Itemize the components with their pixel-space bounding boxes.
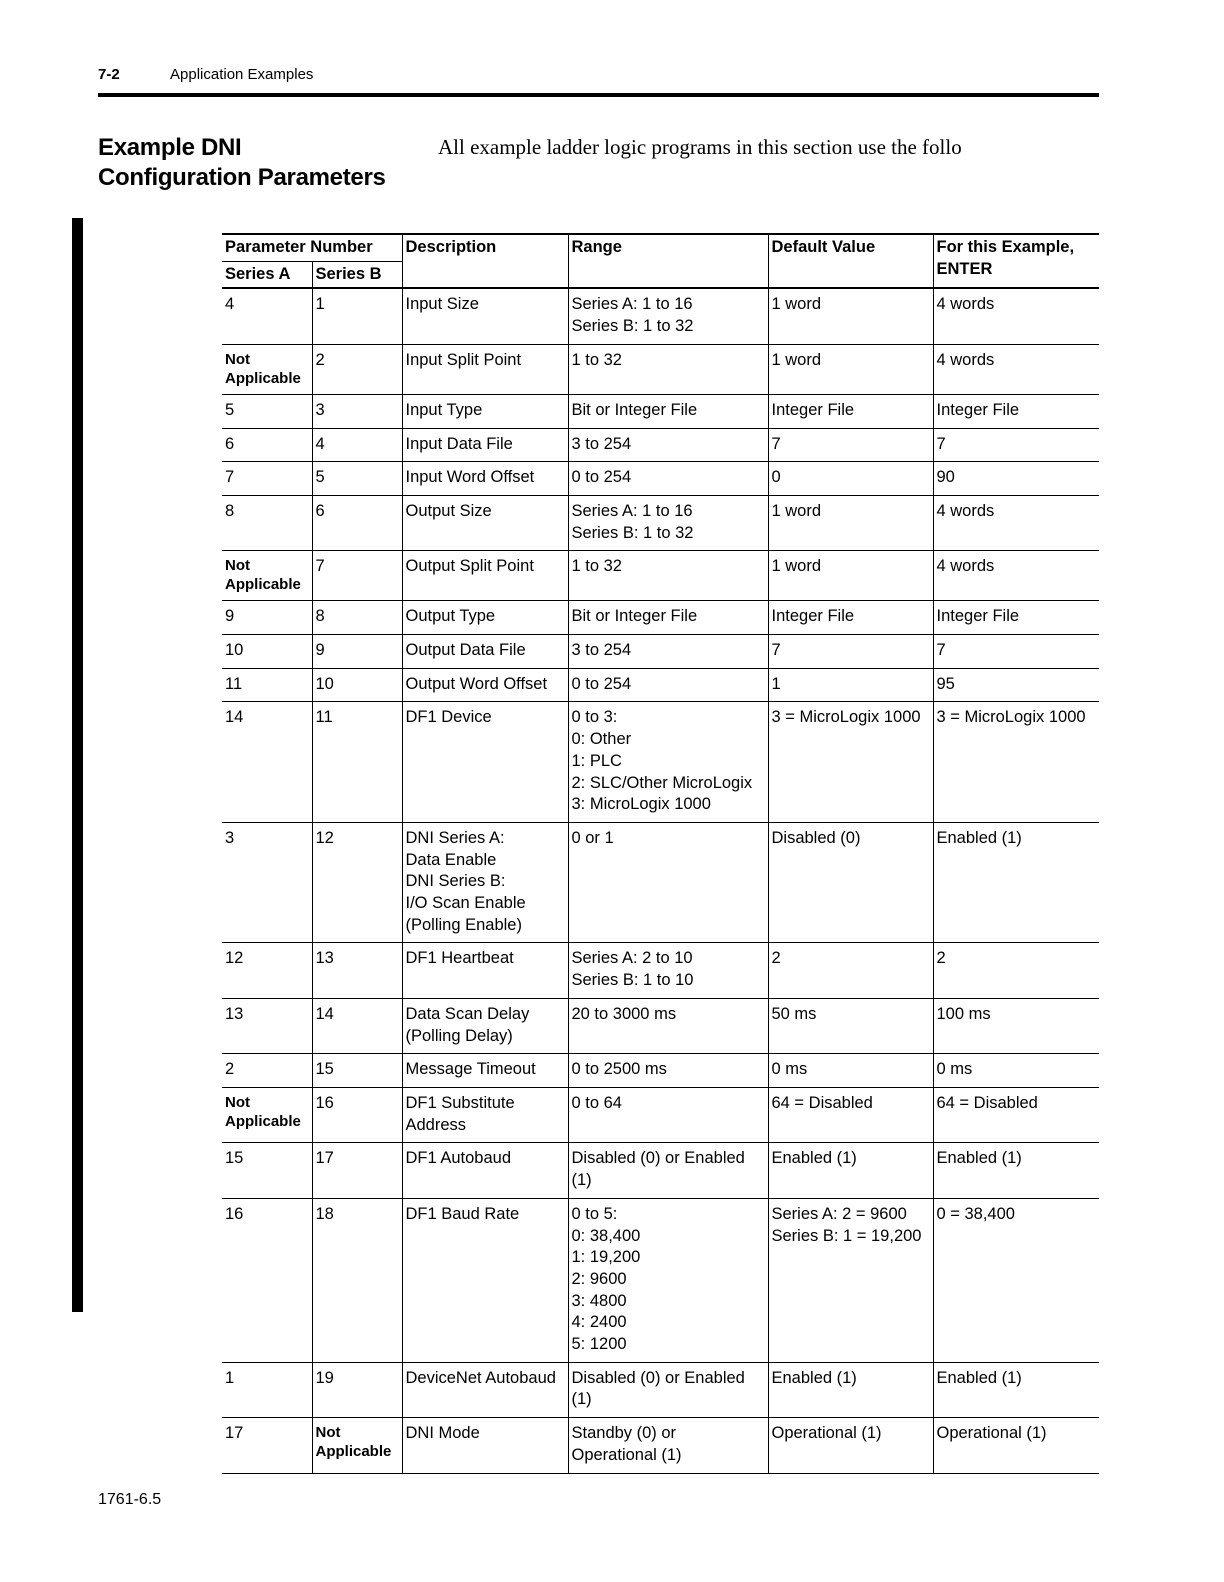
description-cell: DF1 Baud Rate [402,1198,568,1362]
example-value-cell: 4 words [933,288,1099,344]
table-row [222,1054,1099,1088]
series-a-cell: 9 [222,601,312,635]
description-cell: Data Scan Delay (Polling Delay) [402,998,568,1053]
example-value-cell: 0 ms [933,1054,1099,1088]
description-cell: Message Timeout [402,1054,568,1088]
example-value-cell: 4 words [933,551,1099,601]
series-a-cell: 10 [222,635,312,669]
series-b-cell: 6 [312,495,402,550]
chapter-title: Application Examples [170,66,314,83]
range-cell: Bit or Integer File [568,394,768,428]
series-b-cell: Not Applicable [312,1418,402,1473]
table-row [222,668,1099,702]
series-b-cell: 9 [312,635,402,669]
series-b-cell: 19 [312,1362,402,1417]
description-cell: DNI Mode [402,1418,568,1473]
range-cell: 1 to 32 [568,551,768,601]
example-value-cell: 4 words [933,344,1099,394]
example-value-cell: Enabled (1) [933,822,1099,943]
range-cell: 3 to 254 [568,635,768,669]
series-b-cell: 10 [312,668,402,702]
table-row [222,288,1099,344]
table-row [222,551,1099,601]
series-b-cell: 7 [312,551,402,601]
description-cell: Input Type [402,394,568,428]
table-row [222,822,1099,943]
header-series-b: Series B [312,261,402,288]
table-body [222,288,1099,1473]
range-cell: 0 to 254 [568,462,768,496]
table-row [222,428,1099,462]
change-bar [72,218,83,1312]
footer-doc-number: 1761-6.5 [98,1491,162,1508]
description-cell: Input Word Offset [402,462,568,496]
table-row [222,1418,1099,1473]
range-cell: Disabled (0) or Enabled (1) [568,1362,768,1417]
example-value-cell: 7 [933,428,1099,462]
table-row [222,1143,1099,1198]
description-cell: Input Size [402,288,568,344]
example-value-cell: 3 = MicroLogix 1000 [933,702,1099,823]
series-b-cell: 16 [312,1087,402,1142]
table-row [222,394,1099,428]
default-value-cell: 1 word [768,551,933,601]
default-value-cell: Operational (1) [768,1418,933,1473]
default-value-cell: 0 [768,462,933,496]
header-parameter-number: Parameter Number [222,234,402,261]
example-value-cell: 100 ms [933,998,1099,1053]
series-a-cell: 7 [222,462,312,496]
default-value-cell: 2 [768,943,933,998]
series-a-cell: 13 [222,998,312,1053]
example-value-cell: 95 [933,668,1099,702]
default-value-cell: 7 [768,428,933,462]
range-cell: 1 to 32 [568,344,768,394]
default-value-cell: Integer File [768,601,933,635]
description-cell: DeviceNet Autobaud [402,1362,568,1417]
description-cell: DNI Series A: Data Enable DNI Series B: I/O Scan Enable (Polling Enable) [402,822,568,943]
example-value-cell: Integer File [933,394,1099,428]
header-for-this-example: For this Example, ENTER [933,234,1099,288]
description-cell: DF1 Heartbeat [402,943,568,998]
table-row [222,495,1099,550]
example-value-cell: 0 = 38,400 [933,1198,1099,1362]
description-cell: Input Split Point [402,344,568,394]
series-b-cell: 8 [312,601,402,635]
range-cell: Series A: 1 to 16 Series B: 1 to 32 [568,288,768,344]
series-b-cell: 1 [312,288,402,344]
default-value-cell: Disabled (0) [768,822,933,943]
series-a-cell: 16 [222,1198,312,1362]
series-b-cell: 2 [312,344,402,394]
table-row [222,462,1099,496]
default-value-cell: Integer File [768,394,933,428]
table-row [222,635,1099,669]
example-value-cell: 64 = Disabled [933,1087,1099,1142]
example-value-cell: 7 [933,635,1099,669]
range-cell: 0 to 3: 0: Other 1: PLC 2: SLC/Other MicroLogix 3: MicroLogix 1000 [568,702,768,823]
example-value-cell: Enabled (1) [933,1143,1099,1198]
example-value-cell: 90 [933,462,1099,496]
description-cell: Output Data File [402,635,568,669]
table-row [222,344,1099,394]
default-value-cell: 64 = Disabled [768,1087,933,1142]
series-a-cell: 15 [222,1143,312,1198]
default-value-cell: Enabled (1) [768,1362,933,1417]
series-a-cell: 6 [222,428,312,462]
range-cell: 0 to 64 [568,1087,768,1142]
series-b-cell: 3 [312,394,402,428]
intro-text: All example ladder logic programs in this section use the follo [438,135,962,159]
example-value-cell: 2 [933,943,1099,998]
example-value-cell: Operational (1) [933,1418,1099,1473]
series-b-cell: 12 [312,822,402,943]
default-value-cell: 1 word [768,495,933,550]
default-value-cell: Enabled (1) [768,1143,933,1198]
series-b-cell: 13 [312,943,402,998]
default-value-cell: 1 word [768,288,933,344]
header-range: Range [568,234,768,288]
description-cell: Output Type [402,601,568,635]
example-value-cell: 4 words [933,495,1099,550]
series-a-cell: Not Applicable [222,551,312,601]
description-cell: DF1 Substitute Address [402,1087,568,1142]
default-value-cell: 0 ms [768,1054,933,1088]
range-cell: 0 or 1 [568,822,768,943]
range-cell: Series A: 1 to 16 Series B: 1 to 32 [568,495,768,550]
series-b-cell: 17 [312,1143,402,1198]
description-cell: DF1 Device [402,702,568,823]
default-value-cell: 50 ms [768,998,933,1053]
series-b-cell: 14 [312,998,402,1053]
page-header [98,64,1099,98]
series-a-cell: 14 [222,702,312,823]
parameter-table [222,233,1099,1474]
range-cell: Bit or Integer File [568,601,768,635]
series-a-cell: 1 [222,1362,312,1417]
range-cell: Standby (0) or Operational (1) [568,1418,768,1473]
series-b-cell: 4 [312,428,402,462]
series-b-cell: 15 [312,1054,402,1088]
range-cell: 20 to 3000 ms [568,998,768,1053]
default-value-cell: 3 = MicroLogix 1000 [768,702,933,823]
range-cell: 3 to 254 [568,428,768,462]
series-a-cell: 11 [222,668,312,702]
example-value-cell: Enabled (1) [933,1362,1099,1417]
range-cell: 0 to 5: 0: 38,400 1: 19,200 2: 9600 3: 4800 4: 2400 5: 1200 [568,1198,768,1362]
series-a-cell: Not Applicable [222,344,312,394]
series-a-cell: 8 [222,495,312,550]
series-b-cell: 5 [312,462,402,496]
table-row [222,1362,1099,1417]
default-value-cell: 1 word [768,344,933,394]
header-description: Description [402,234,568,288]
header-series-a: Series A [222,261,312,288]
series-a-cell: 2 [222,1054,312,1088]
default-value-cell: 1 [768,668,933,702]
series-a-cell: 17 [222,1418,312,1473]
table-row [222,1198,1099,1362]
table-row [222,1087,1099,1142]
default-value-cell: Series A: 2 = 9600 Series B: 1 = 19,200 [768,1198,933,1362]
range-cell: Disabled (0) or Enabled (1) [568,1143,768,1198]
section-title: Example DNI Configuration Parameters [98,134,386,191]
description-cell: Output Size [402,495,568,550]
table-row [222,943,1099,998]
page-number: 7-2 [98,66,120,83]
example-value-cell: Integer File [933,601,1099,635]
description-cell: Output Split Point [402,551,568,601]
description-cell: DF1 Autobaud [402,1143,568,1198]
header-rule [98,93,1099,97]
series-a-cell: 3 [222,822,312,943]
range-cell: 0 to 254 [568,668,768,702]
range-cell: 0 to 2500 ms [568,1054,768,1088]
default-value-cell: 7 [768,635,933,669]
header-default-value: Default Value [768,234,933,288]
range-cell: Series A: 2 to 10 Series B: 1 to 10 [568,943,768,998]
series-a-cell: 12 [222,943,312,998]
series-a-cell: 5 [222,394,312,428]
table-row [222,601,1099,635]
series-a-cell: Not Applicable [222,1087,312,1142]
table-row [222,998,1099,1053]
series-a-cell: 4 [222,288,312,344]
series-b-cell: 18 [312,1198,402,1362]
series-b-cell: 11 [312,702,402,823]
description-cell: Input Data File [402,428,568,462]
table-row [222,702,1099,823]
description-cell: Output Word Offset [402,668,568,702]
